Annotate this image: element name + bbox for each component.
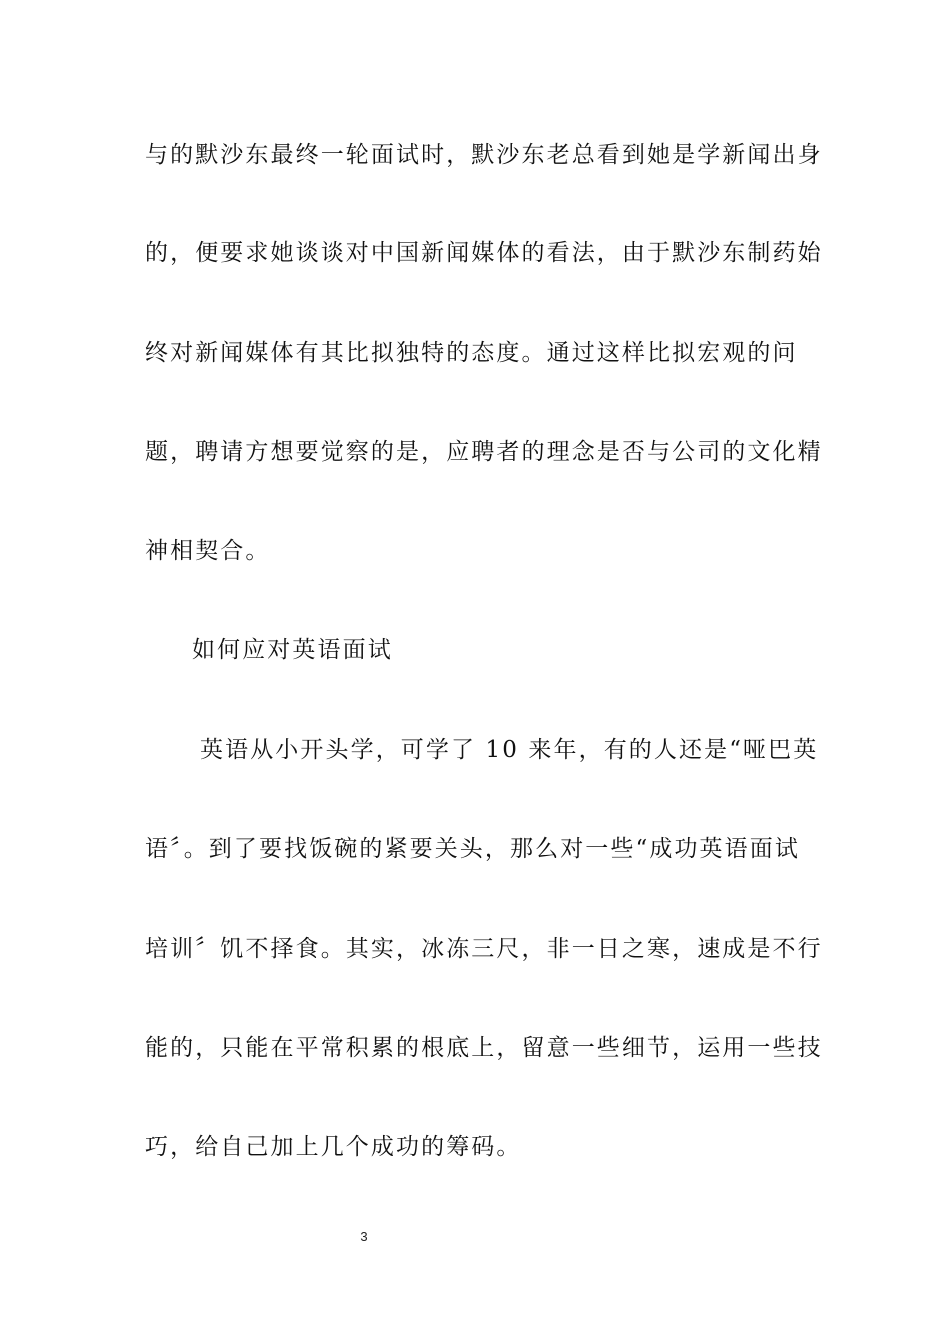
page-number: 3 [360, 1229, 368, 1244]
section-heading: 如何应对英语面试 [192, 637, 393, 663]
paragraph-2-line-1: 英语从小开头学，可学了 10 来年，有的人还是“哑巴英 [200, 737, 819, 763]
paragraph-1-line-4: 题，聘请方想要觉察的是，应聘者的理念是否与公司的文化精 [145, 439, 823, 465]
paragraph-2-line-5: 巧，给自己加上几个成功的筹码。 [145, 1134, 522, 1160]
paragraph-1-line-3: 终对新闻媒体有其比拟独特的态度。通过这样比拟宏观的问 [145, 340, 798, 366]
paragraph-1-line-5: 神相契合。 [145, 538, 271, 564]
paragraph-1-line-1: 与的默沙东最终一轮面试时，默沙东老总看到她是学新闻出身 [145, 142, 823, 168]
paragraph-2-line-2: 语〞。到了要找饭碗的紧要关头，那么对一些“成功英语面试 [145, 836, 800, 862]
paragraph-1-line-2: 的，便要求她谈谈对中国新闻媒体的看法，由于默沙东制药始 [145, 240, 823, 266]
paragraph-2-line-3: 培训〞饥不择食。其实，冰冻三尺，非一日之寒，速成是不行 [145, 936, 823, 962]
paragraph-2-line-4: 能的，只能在平常积累的根底上，留意一些细节，运用一些技 [145, 1035, 823, 1061]
